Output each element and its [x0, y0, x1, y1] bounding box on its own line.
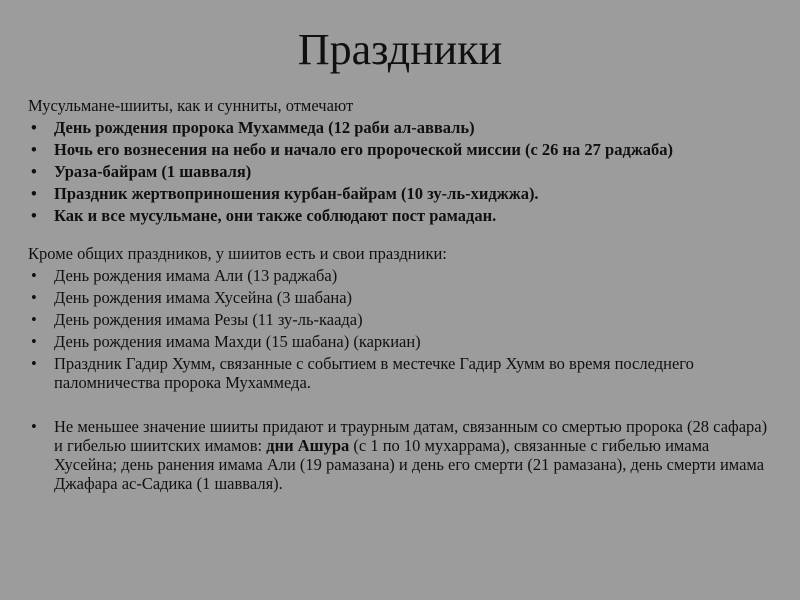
list-item: • Ночь его вознесения на небо и начало его пророческой миссии (с 26 на 27 раджаба): [28, 140, 768, 159]
mourning-list: [28, 417, 768, 493]
list-item: • День рождения имама Хусейна (3 шабана): [28, 288, 768, 307]
mourning-text-start: Не меньшее значение шииты придают и траурным датам, связанным со смертью пророка (28 сафара) и гибелью шиитских имамов:: [54, 417, 768, 455]
list-item: • День рождения имама Резы (11 зу-ль-каада): [28, 310, 768, 329]
slide-body: [28, 96, 768, 493]
list-item: • День рождения имама Махди (15 шабана) (каркиан): [28, 332, 768, 351]
mourning-item: [28, 417, 768, 493]
mourning-text-end: (с 1 по 10 мухаррама), связанные с гибелью имама Хусейна; день ранения имама Али (19 рамазана) и день его смерти (21 рамазана), день смерти имама Джафара ас-Садика (1 шавваля).: [54, 436, 765, 493]
common-holidays-list: [28, 118, 768, 225]
list-item: • День рождения имама Али (13 раджаба): [28, 266, 768, 285]
list-item: • Праздник Гадир Хумм, связанные с событием в местечке Гадир Хумм во время последнего паломничества пророка Мухаммеда.: [28, 354, 768, 392]
list-item: • Как и все мусульмане, они также соблюдают пост рамадан.: [28, 206, 768, 225]
shia-intro-text: Кроме общих праздников, у шиитов есть и свои праздники:: [28, 244, 447, 263]
spacer: [28, 392, 768, 414]
shia-holidays-list: [28, 266, 768, 392]
slide-title: Праздники: [297, 25, 503, 74]
ashura-highlight: дни Ашура: [266, 436, 350, 455]
list-item: • День рождения пророка Мухаммеда (12 раби ал-авваль): [28, 118, 768, 137]
list-item: • Ураза-байрам (1 шавваля): [28, 162, 768, 181]
spacer: [28, 225, 768, 244]
intro-text: Мусульмане-шииты, как и сунниты, отмечают: [28, 96, 354, 115]
list-item: • Праздник жертвоприношения курбан-байрам (10 зу-ль-хиджжа).: [28, 184, 768, 203]
